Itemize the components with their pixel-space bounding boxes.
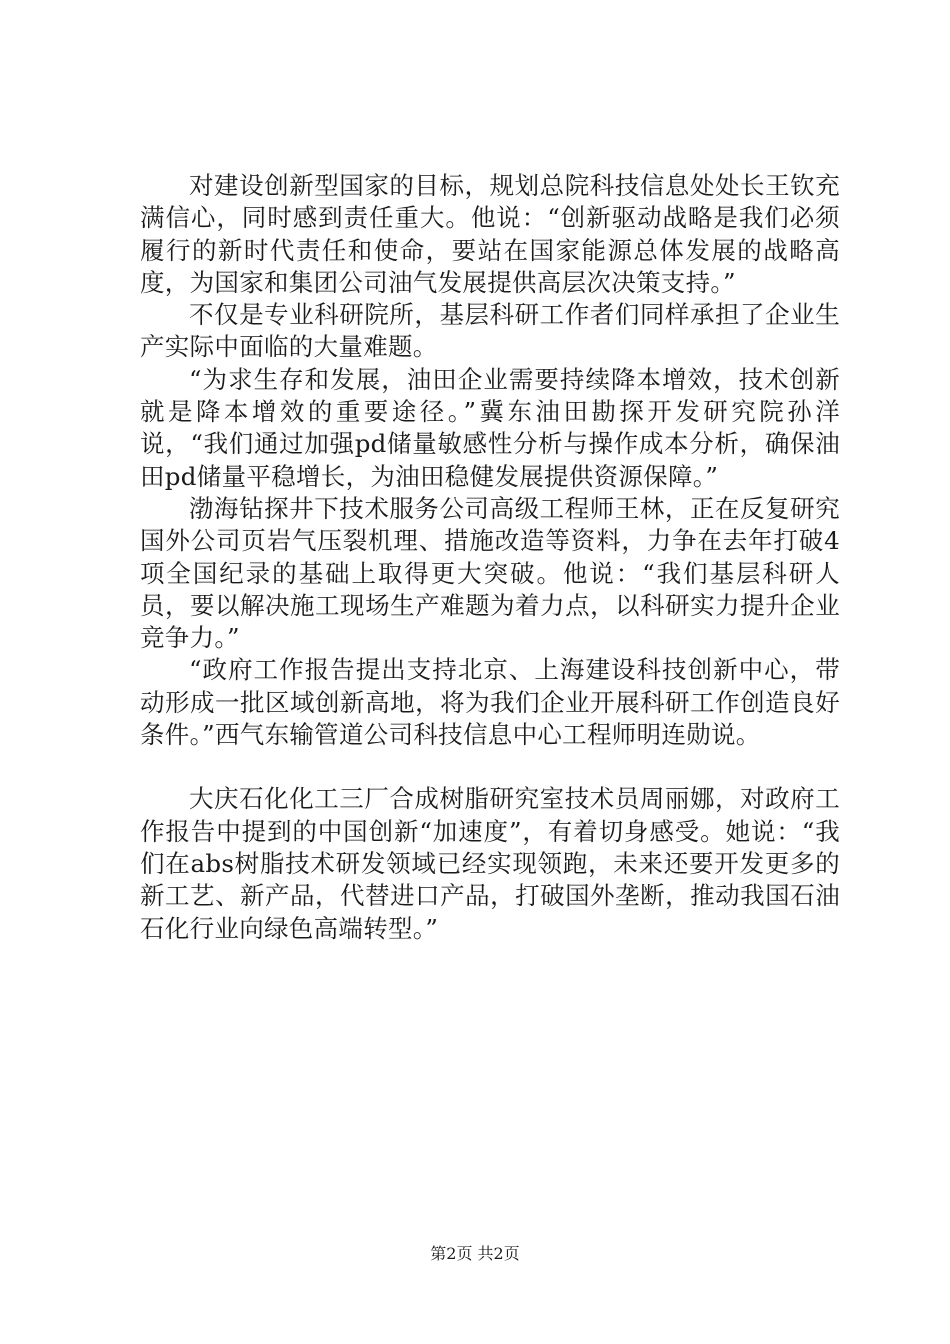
page-footer: 第2页 共2页 (430, 1244, 520, 1263)
paragraph-5: “政府工作报告提出支持北京、上海建设科技创新中心，带动形成一批区域创新高地，将为我们企业开展科研工作创造良好条件。”西气东输管道公司科技信息中心工程师明连勋说。 (140, 655, 840, 750)
paragraph-2: 不仅是专业科研院所，基层科研工作者们同样承担了企业生产实际中面临的大量难题。 (140, 300, 840, 362)
paragraph-4: 渤海钻探井下技术服务公司高级工程师王林，正在反复研究国外公司页岩气压裂机理、措施改造等资料，力争在去年打破4项全国纪录的基础上取得更大突破。他说：“我们基层科研人员，要以解决施工现场生产难题为着力点，以科研实力提升企业竞争力。” (140, 493, 840, 653)
paragraph-1: 对建设创新型国家的目标，规划总院科技信息处处长王钦充满信心，同时感到责任重大。他说：“创新驱动战略是我们必须履行的新时代责任和使命，要站在国家能源总体发展的战略高度，为国家和集团公司油气发展提供高层次决策支持。” (140, 171, 840, 297)
paragraph-3: “为求生存和发展，油田企业需要持续降本增效，技术创新就是降本增效的重要途径。”冀东油田勘探开发研究院孙洋说，“我们通过加强pd储量敏感性分析与操作成本分析，确保油田pd储量平稳增长，为油田稳健发展提供资源保障。” (140, 364, 840, 491)
document-body (140, 170, 840, 945)
paragraph-6: 大庆石化化工三厂合成树脂研究室技术员周丽娜，对政府工作报告中提到的中国创新“加速度”，有着切身感受。她说：“我们在abs树脂技术研发领域已经实现领跑，未来还要开发更多的新工艺、新产品，代替进口产品，打破国外垄断，推动我国石油石化行业向绿色高端转型。” (140, 784, 840, 943)
